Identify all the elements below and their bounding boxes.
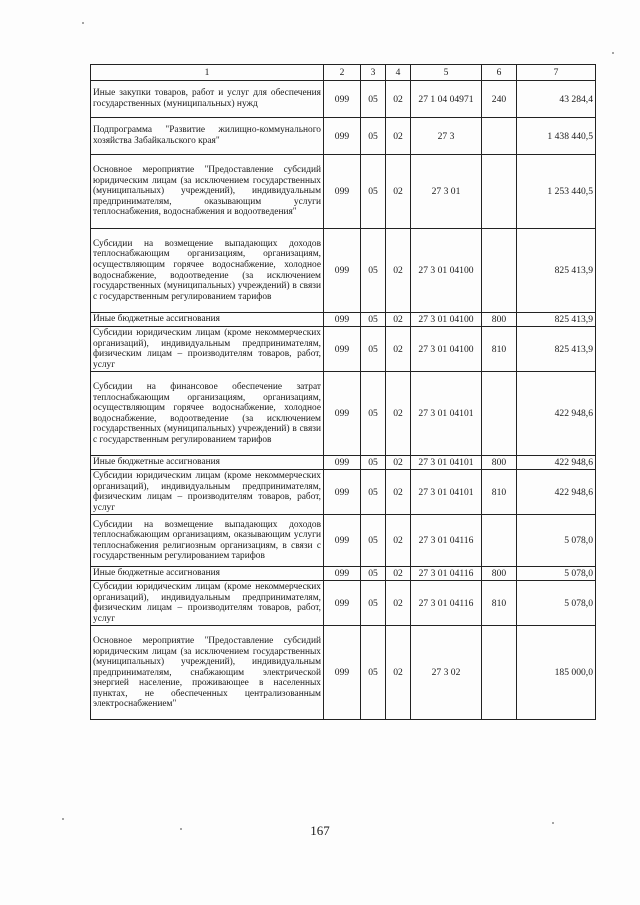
- ministry-code-cell: 099: [324, 229, 361, 313]
- table-row: [91, 470, 596, 515]
- ministry-code-cell: 099: [324, 626, 361, 720]
- table-row: [91, 515, 596, 567]
- subsection-code-cell: 02: [386, 581, 411, 626]
- row-name-cell: Субсидии на возмещение выпадающих доходов теплоснабжающим организациям, организациям, осуществляющим горячее водоснабжение, холодное водоснабжение, водоотведение (за исключением государственных (муниципальных) учреждений) в связи с государственным регулированием тарифов: [91, 229, 324, 313]
- target-article-cell: 27 3 01 04116: [411, 581, 482, 626]
- section-code-cell: 05: [361, 456, 386, 470]
- table-row: [91, 155, 596, 229]
- row-name-cell: Подпрограмма "Развитие жилищно-коммунального хозяйства Забайкальского края": [91, 118, 324, 155]
- expense-type-cell: 800: [482, 456, 517, 470]
- table-row: [91, 229, 596, 313]
- section-code-cell: 05: [361, 313, 386, 327]
- section-code-cell: 05: [361, 515, 386, 567]
- table-row: [91, 81, 596, 118]
- table-row: [91, 327, 596, 372]
- target-article-cell: 27 3 02: [411, 626, 482, 720]
- amount-cell: 1 253 440,5: [517, 155, 596, 229]
- section-code-cell: 05: [361, 626, 386, 720]
- scan-speck: [612, 52, 614, 54]
- ministry-code-cell: 099: [324, 313, 361, 327]
- amount-cell: 825 413,9: [517, 229, 596, 313]
- amount-cell: 825 413,9: [517, 327, 596, 372]
- target-article-cell: 27 3 01 04100: [411, 313, 482, 327]
- subsection-code-cell: 02: [386, 567, 411, 581]
- row-name-cell: Субсидии на возмещение выпадающих доходов теплоснабжающим организациям, оказывающим услуги теплоснабжения религиозным организациям, в связи с государственным регулированием тарифов: [91, 515, 324, 567]
- amount-cell: 5 078,0: [517, 581, 596, 626]
- header-cell: 2: [324, 65, 361, 81]
- expense-type-cell: 800: [482, 313, 517, 327]
- expense-type-cell: 810: [482, 581, 517, 626]
- scan-speck: [62, 818, 64, 820]
- subsection-code-cell: 02: [386, 470, 411, 515]
- amount-cell: 185 000,0: [517, 626, 596, 720]
- expense-type-cell: 800: [482, 567, 517, 581]
- expense-type-cell: [482, 155, 517, 229]
- row-name-cell: Иные закупки товаров, работ и услуг для обеспечения государственных (муниципальных) нужд: [91, 81, 324, 118]
- table-row: [91, 581, 596, 626]
- header-cell: 1: [91, 65, 324, 81]
- expense-type-cell: 240: [482, 81, 517, 118]
- header-cell: 5: [411, 65, 482, 81]
- row-name-cell: Субсидии на финансовое обеспечение затрат теплоснабжающим организациям, организациям, осуществляющим горячее водоснабжение, холодное водоснабжение, водоотведение (за исключением государственных (муниципальных) учреждений) в связи с государственным регулированием тарифов: [91, 372, 324, 456]
- table-row: [91, 626, 596, 720]
- ministry-code-cell: 099: [324, 581, 361, 626]
- amount-cell: 1 438 440,5: [517, 118, 596, 155]
- ministry-code-cell: 099: [324, 456, 361, 470]
- expense-type-cell: [482, 626, 517, 720]
- target-article-cell: 27 3 01 04100: [411, 327, 482, 372]
- section-code-cell: 05: [361, 81, 386, 118]
- subsection-code-cell: 02: [386, 155, 411, 229]
- row-name-cell: Основное мероприятие "Предоставление субсидий юридическим лицам (за исключением государственных (муниципальных) учреждений), индивидуальным предпринимателям, снабжающим электрической энергией население, проживающее в населенных пунктах, не обеспеченных централизованным электроснабжением": [91, 626, 324, 720]
- section-code-cell: 05: [361, 470, 386, 515]
- ministry-code-cell: 099: [324, 567, 361, 581]
- amount-cell: 5 078,0: [517, 567, 596, 581]
- expense-type-cell: [482, 229, 517, 313]
- ministry-code-cell: 099: [324, 515, 361, 567]
- row-name-cell: Основное мероприятие "Предоставление субсидий юридическим лицам (за исключением государственных (муниципальных) учреждений), индивидуальным предпринимателям, оказывающим услуги теплоснабжения, водоснабжения и водоотведения": [91, 155, 324, 229]
- amount-cell: 825 413,9: [517, 313, 596, 327]
- expense-type-cell: [482, 372, 517, 456]
- amount-cell: 422 948,6: [517, 470, 596, 515]
- ministry-code-cell: 099: [324, 118, 361, 155]
- subsection-code-cell: 02: [386, 81, 411, 118]
- table-row: [91, 567, 596, 581]
- table-body: [91, 81, 596, 720]
- table-row: [91, 456, 596, 470]
- amount-cell: 422 948,6: [517, 456, 596, 470]
- header-cell: 4: [386, 65, 411, 81]
- row-name-cell: Субсидии юридическим лицам (кроме некоммерческих организаций), индивидуальным предпринимателям, физическим лицам – производителям товаров, работ, услуг: [91, 327, 324, 372]
- subsection-code-cell: 02: [386, 313, 411, 327]
- subsection-code-cell: 02: [386, 372, 411, 456]
- target-article-cell: 27 3 01 04116: [411, 515, 482, 567]
- section-code-cell: 05: [361, 229, 386, 313]
- amount-cell: 5 078,0: [517, 515, 596, 567]
- table-row: [91, 118, 596, 155]
- subsection-code-cell: 02: [386, 456, 411, 470]
- header-cell: 3: [361, 65, 386, 81]
- ministry-code-cell: 099: [324, 372, 361, 456]
- table-row: [91, 313, 596, 327]
- amount-cell: 43 284,4: [517, 81, 596, 118]
- target-article-cell: 27 3 01 04100: [411, 229, 482, 313]
- ministry-code-cell: 099: [324, 470, 361, 515]
- target-article-cell: 27 3: [411, 118, 482, 155]
- section-code-cell: 05: [361, 372, 386, 456]
- expense-type-cell: [482, 118, 517, 155]
- header-cell: 7: [517, 65, 596, 81]
- expense-type-cell: 810: [482, 327, 517, 372]
- ministry-code-cell: 099: [324, 81, 361, 118]
- expense-type-cell: [482, 515, 517, 567]
- table-row: [91, 372, 596, 456]
- page-number: 167: [310, 823, 330, 838]
- target-article-cell: 27 3 01 04116: [411, 567, 482, 581]
- target-article-cell: 27 3 01: [411, 155, 482, 229]
- target-article-cell: 27 3 01 04101: [411, 470, 482, 515]
- scan-speck: [552, 822, 554, 824]
- amount-cell: 422 948,6: [517, 372, 596, 456]
- row-name-cell: Иные бюджетные ассигнования: [91, 456, 324, 470]
- row-name-cell: Иные бюджетные ассигнования: [91, 567, 324, 581]
- row-name-cell: Иные бюджетные ассигнования: [91, 313, 324, 327]
- ministry-code-cell: 099: [324, 155, 361, 229]
- scan-speck: [180, 828, 182, 830]
- target-article-cell: 27 1 04 04971: [411, 81, 482, 118]
- expense-type-cell: 810: [482, 470, 517, 515]
- subsection-code-cell: 02: [386, 118, 411, 155]
- section-code-cell: 05: [361, 155, 386, 229]
- scan-speck: [82, 22, 84, 24]
- subsection-code-cell: 02: [386, 327, 411, 372]
- section-code-cell: 05: [361, 581, 386, 626]
- target-article-cell: 27 3 01 04101: [411, 456, 482, 470]
- row-name-cell: Субсидии юридическим лицам (кроме некоммерческих организаций), индивидуальным предпринимателям, физическим лицам – производителям товаров, работ, услуг: [91, 470, 324, 515]
- subsection-code-cell: 02: [386, 515, 411, 567]
- section-code-cell: 05: [361, 567, 386, 581]
- target-article-cell: 27 3 01 04101: [411, 372, 482, 456]
- header-cell: 6: [482, 65, 517, 81]
- ministry-code-cell: 099: [324, 327, 361, 372]
- subsection-code-cell: 02: [386, 229, 411, 313]
- budget-table: [90, 64, 596, 720]
- row-name-cell: Субсидии юридическим лицам (кроме некоммерческих организаций), индивидуальным предпринимателям, физическим лицам – производителям товаров, работ, услуг: [91, 581, 324, 626]
- header-row: [91, 65, 596, 81]
- subsection-code-cell: 02: [386, 626, 411, 720]
- section-code-cell: 05: [361, 327, 386, 372]
- section-code-cell: 05: [361, 118, 386, 155]
